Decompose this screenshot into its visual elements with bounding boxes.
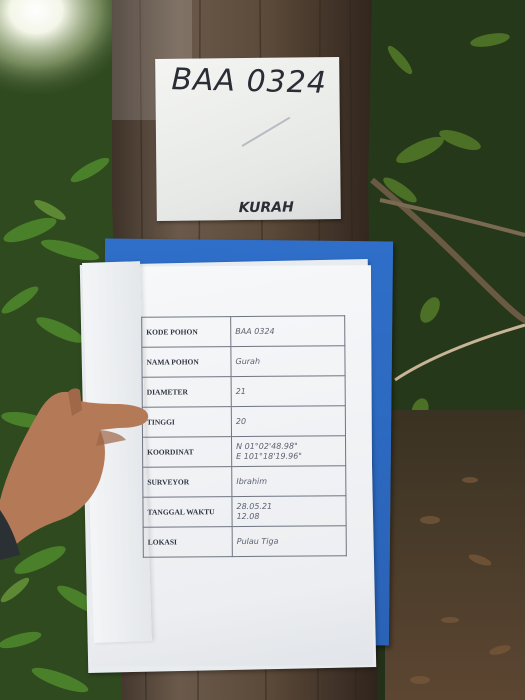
field-value — [232, 436, 346, 467]
field-value-line: Gurah — [235, 356, 261, 366]
tree-tag-code: BAA 0324 — [170, 62, 328, 101]
field-value — [232, 526, 346, 557]
field-label: DIAMETER — [142, 377, 231, 408]
field-value-line: Ibrahim — [236, 476, 268, 486]
field-label: TANGGAL WAKTU — [143, 497, 232, 528]
field-label: SURVEYOR — [143, 467, 232, 498]
table-row — [143, 526, 346, 557]
tree-tag — [155, 57, 341, 221]
field-value-line: BAA 0324 — [235, 326, 275, 336]
field-value — [231, 346, 345, 377]
table-row — [142, 316, 345, 347]
field-label: NAMA POHON — [142, 347, 231, 378]
field-label: KODE POHON — [142, 317, 231, 348]
table-row — [142, 376, 345, 407]
field-value — [231, 316, 345, 347]
field-value — [232, 466, 346, 497]
field-value-line: 20 — [235, 416, 247, 426]
field-value — [232, 496, 346, 527]
field-value — [231, 376, 345, 407]
table-row — [142, 346, 345, 377]
field-label: KOORDINAT — [143, 437, 232, 468]
field-value-line: E 101°18'19.96" — [236, 451, 302, 461]
tree-tag-name: KURAH — [238, 199, 294, 217]
pen-stroke — [234, 112, 294, 153]
field-value-line: 21 — [235, 386, 246, 396]
table-row — [143, 496, 346, 527]
field-value-line: 28.05.21 — [236, 501, 273, 511]
field-label: LOKASI — [143, 527, 232, 558]
field-value-line: N 01°02'48.98" — [236, 441, 298, 451]
field-value-line: 12.08 — [236, 511, 260, 521]
field-label: TINGGI — [142, 407, 231, 438]
table-row — [143, 436, 346, 467]
hand — [0, 380, 160, 560]
table-row — [143, 466, 346, 497]
table-row — [142, 406, 345, 437]
field-value — [231, 406, 345, 437]
field-value-line: Pulau Tiga — [236, 536, 279, 546]
tree-data-table — [141, 315, 347, 557]
